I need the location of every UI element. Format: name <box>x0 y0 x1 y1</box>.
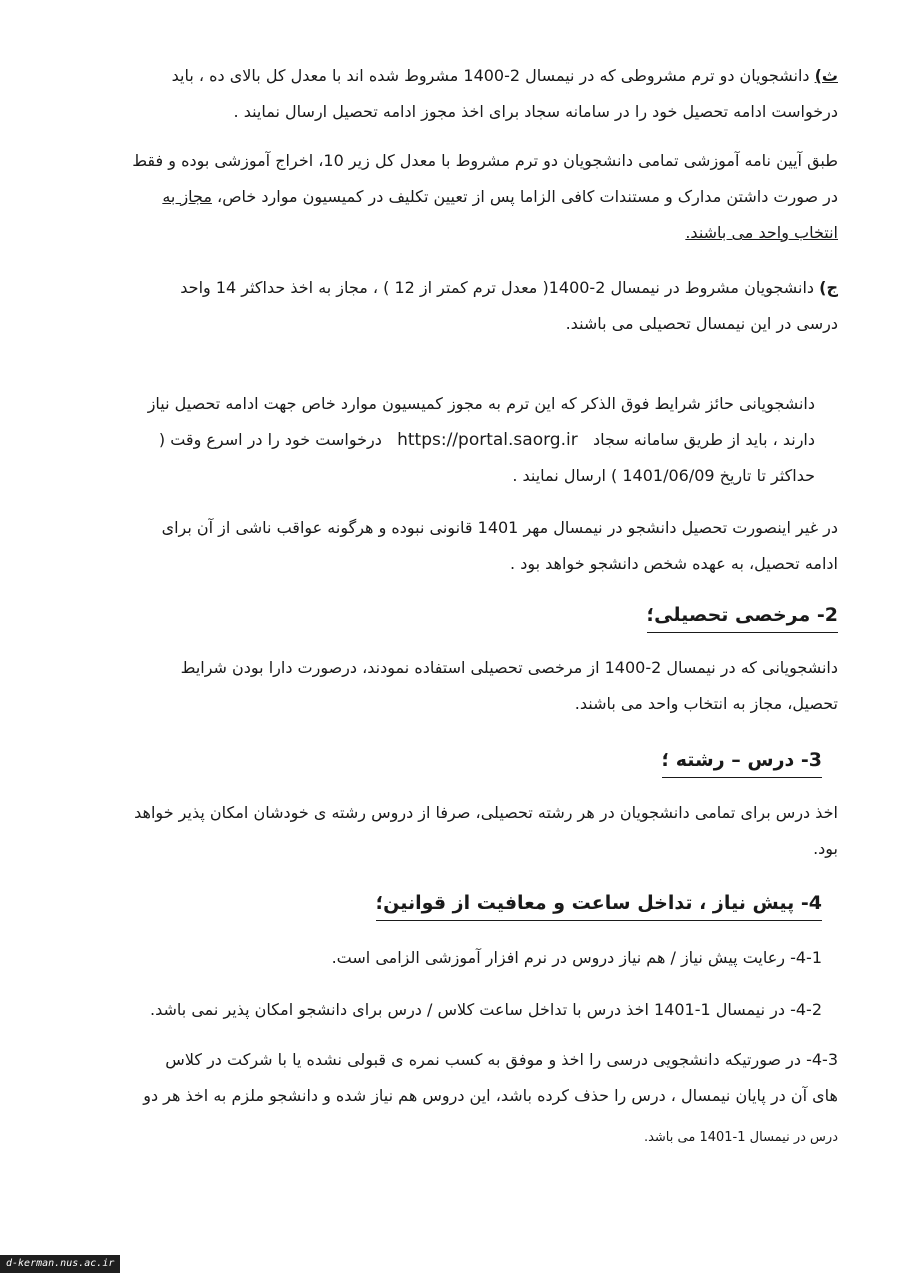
item-label-tha: ث) <box>814 66 838 85</box>
portal-link[interactable]: https://portal.saorg.ir <box>397 430 578 450</box>
paragraph-4-1: 4-1- رعایت پیش نیاز / هم نیاز دروس در نرم افزار آموزشی الزامی است. <box>331 948 822 967</box>
paragraph-4-3: 4-3- در صورتیکه دانشجویی درسی را اخذ و موفق به کسب نمره ی قبولی نشده یا با شرکت در کلاس های آن در پایان نیمسال ، درس را حذف کرده باشد، این دروس هم نیاز شده و دانشجو ملزم به اخذ هر دو درس در نیمسال 1-1401 می باشد. <box>143 1050 838 1145</box>
section-heading-leave: 2- مرخصی تحصیلی؛ <box>647 600 838 633</box>
paragraph-4-2: 4-2- در نیمسال 1-1401 اخذ درس با تداخل ساعت کلاس / درس برای دانشجو امکان پذیر نمی باشد. <box>150 1000 822 1019</box>
paragraph-jim: ج) دانشجویان مشروط در نیمسال 2-1400( معدل ترم کمتر از 12 ) ، مجاز به اخذ حداکثر 14 واحد درسی در این نیمسال تحصیلی می باشند. <box>180 278 838 333</box>
paragraph-tha: ث) دانشجویان دو ترم مشروطی که در نیمسال 2-1400 مشروط شده اند با معدل کل بالای ده ، باید درخواست ادامه تحصیل خود را در سامانه سجاد برای اخذ مجوز ادامه تحصیل ارسال نمایند . <box>171 66 838 121</box>
item-label-jim: ج) <box>819 278 838 297</box>
paragraph-leave: دانشجویانی که در نیمسال 2-1400 از مرخصی تحصیلی استفاده نمودند، درصورت دارا بودن شرایط تحصیل، مجاز به انتخاب واحد می باشند. <box>180 658 838 713</box>
section-heading-course-major: 3- درس – رشته ؛ <box>662 745 822 778</box>
site-url-watermark: d-kerman.nus.ac.ir <box>0 1255 120 1273</box>
paragraph-otherwise: در غیر اینصورت تحصیل دانشجو در نیمسال مهر 1401 قانونی نبوده و هرگونه عواقب ناشی از آن برای ادامه تحصیل، به عهده شخص دانشجو خواهد بود . <box>161 518 838 573</box>
section-heading-prerequisite: 4- پیش نیاز ، تداخل ساعت و معافیت از قوانین؛ <box>376 888 822 921</box>
paragraph-commission: دانشجویانی حائز شرایط فوق الذکر که این ترم به مجوز کمیسیون موارد خاص جهت ادامه تحصیل نیاز دارند ، باید از طریق سامانه سجاد https://portal.saorg.ir درخواست خود را در اسرع وقت ( حداکثر تا تاریخ 1401/06/09 ) ارسال نمایند . <box>147 394 815 485</box>
paragraph-course-major: اخذ درس برای تمامی دانشجویان در هر رشته تحصیلی، صرفا از دروس رشته ی خودشان امکان پذیر خواهد بود. <box>134 803 838 858</box>
paragraph-regulation: طبق آیین نامه آموزشی تمامی دانشجویان دو ترم مشروط با معدل کل زیر 10، اخراج آموزشی بوده و فقط در صورت داشتن مدارک و مستندات کافی الزاما پس از تعیین تکلیف در کمیسیون موارد خاص، مجاز به انتخاب واحد می باشند. <box>132 151 838 242</box>
